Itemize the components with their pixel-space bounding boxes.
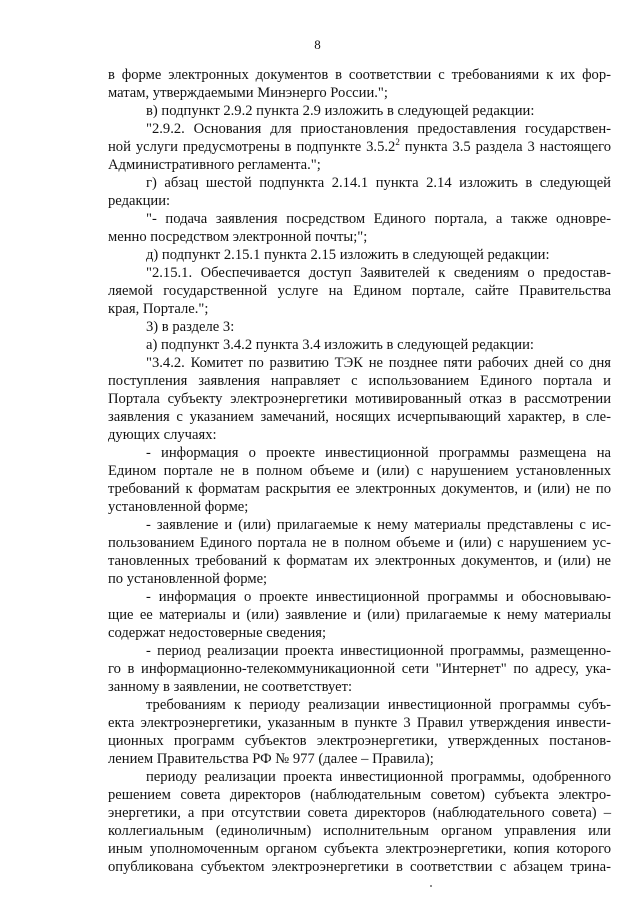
text-line: содержат недостоверные сведения; — [108, 625, 327, 641]
text-line: тановленных требований к форматам их электронных документов, и (или) не — [108, 553, 611, 569]
text-line: "- подача заявления посредством Единого портала, а также одновре- — [146, 211, 611, 227]
text-line: Административного регламента."; — [108, 157, 321, 173]
text-line: Портала субъекту электроэнергетики мотивированный отказ в рассмотрении — [108, 391, 611, 407]
text-line: го в информационно-телекоммуникационной сети "Интернет" по адресу, ука- — [108, 661, 611, 677]
text-line: ционных программ субъектов электроэнергетики, утвержденных постанов- — [108, 733, 611, 749]
text-line: щие ее материалы и (или) заявление и (или) прилагаемые к нему материалы — [108, 607, 611, 623]
text-line: - заявление и (или) прилагаемые к нему материалы представлены с ис- — [146, 517, 611, 533]
text-line: матам, утверждаемыми Минэнерго России."; — [108, 85, 388, 101]
text-line: "3.4.2. Комитет по развитию ТЭК не позднее пяти рабочих дней со дня — [146, 355, 611, 371]
text-line: Едином портале не в полном объеме и (или) с нарушением установленных — [108, 463, 611, 479]
text-line: требованиям к периоду реализации инвестиционной программы субъ- — [146, 697, 611, 713]
text-line: - период реализации проекта инвестиционной программы, размещенно- — [146, 643, 611, 659]
text-line: в форме электронных документов в соответствии с требованиями к их фор- — [108, 67, 611, 83]
text-line: 3) в разделе 3: — [146, 319, 235, 335]
text-line: "2.9.2. Основания для приостановления предоставления государствен- — [146, 121, 611, 137]
superscript: 2 — [395, 137, 400, 148]
text-line: пользованием Единого портала не в полном объеме и (или) с нарушением ус- — [108, 535, 611, 551]
text-line: энергетики, а при отсутствии совета директоров (наблюдательного совета) – — [108, 805, 611, 821]
text-line: по установленной форме; — [108, 571, 268, 587]
text-line: установленной форме; — [108, 499, 249, 515]
text-line: екта электроэнергетики, указанным в пункте 3 Правил утверждения инвести- — [108, 715, 611, 731]
scan-speck — [430, 885, 432, 887]
text-line: лением Правительства РФ № 977 (далее – Правила); — [108, 751, 434, 767]
text-line: ляемой государственной услуге на Едином портале, сайте Правительства — [108, 283, 611, 299]
text-segment: пункта 3.5 раздела 3 настоящего — [399, 139, 611, 155]
text-line: требований к форматам раскрытия ее электронных документов, и (или) не по — [108, 481, 611, 497]
text-line: - информация о проекте инвестиционной программы и обосновываю- — [146, 589, 611, 605]
text-line: дующих случаях: — [108, 427, 217, 443]
text-line: занному в заявлении, не соответствует: — [108, 679, 353, 695]
text-segment: ной услуги предусмотрены в подпункте 3.5.2 — [108, 139, 396, 155]
text-line: в) подпункт 2.9.2 пункта 2.9 изложить в следующей редакции: — [146, 103, 535, 119]
text-line: иным уполномоченным органом субъекта электроэнергетики, копия которого — [108, 841, 611, 857]
text-line: а) подпункт 3.4.2 пункта 3.4 изложить в следующей редакции: — [146, 337, 534, 353]
text-line: "2.15.1. Обеспечивается доступ Заявителей к сведениям о предостав- — [146, 265, 611, 281]
text-line — [108, 138, 611, 156]
text-line: г) абзац шестой подпункта 2.14.1 пункта 2.14 изложить в следующей — [146, 175, 611, 191]
text-line: - информация о проекте инвестиционной программы размещена на — [146, 445, 611, 461]
page-number: 8 — [314, 37, 321, 52]
text-line: периоду реализации проекта инвестиционной программы, одобренного — [146, 769, 611, 785]
text-line: заявления с указанием замечаний, носящих исчерпывающий характер, в сле- — [108, 409, 611, 425]
text-line: коллегиальным (единоличным) исполнительным органом управления или — [108, 823, 611, 839]
text-line: опубликована субъектом электроэнергетики в соответствии с абзацем трина- — [108, 859, 611, 875]
text-line: края, Портале."; — [108, 301, 209, 317]
text-line: редакции: — [108, 193, 171, 209]
text-line: решением совета директоров (наблюдательным советом) субъекта электро- — [108, 787, 611, 803]
text-line: менно посредством электронной почты;"; — [108, 229, 368, 245]
text-line: д) подпункт 2.15.1 пункта 2.15 изложить в следующей редакции: — [146, 247, 550, 263]
text-line: поступления заявления направляет с использованием Единого портала и — [108, 373, 611, 389]
